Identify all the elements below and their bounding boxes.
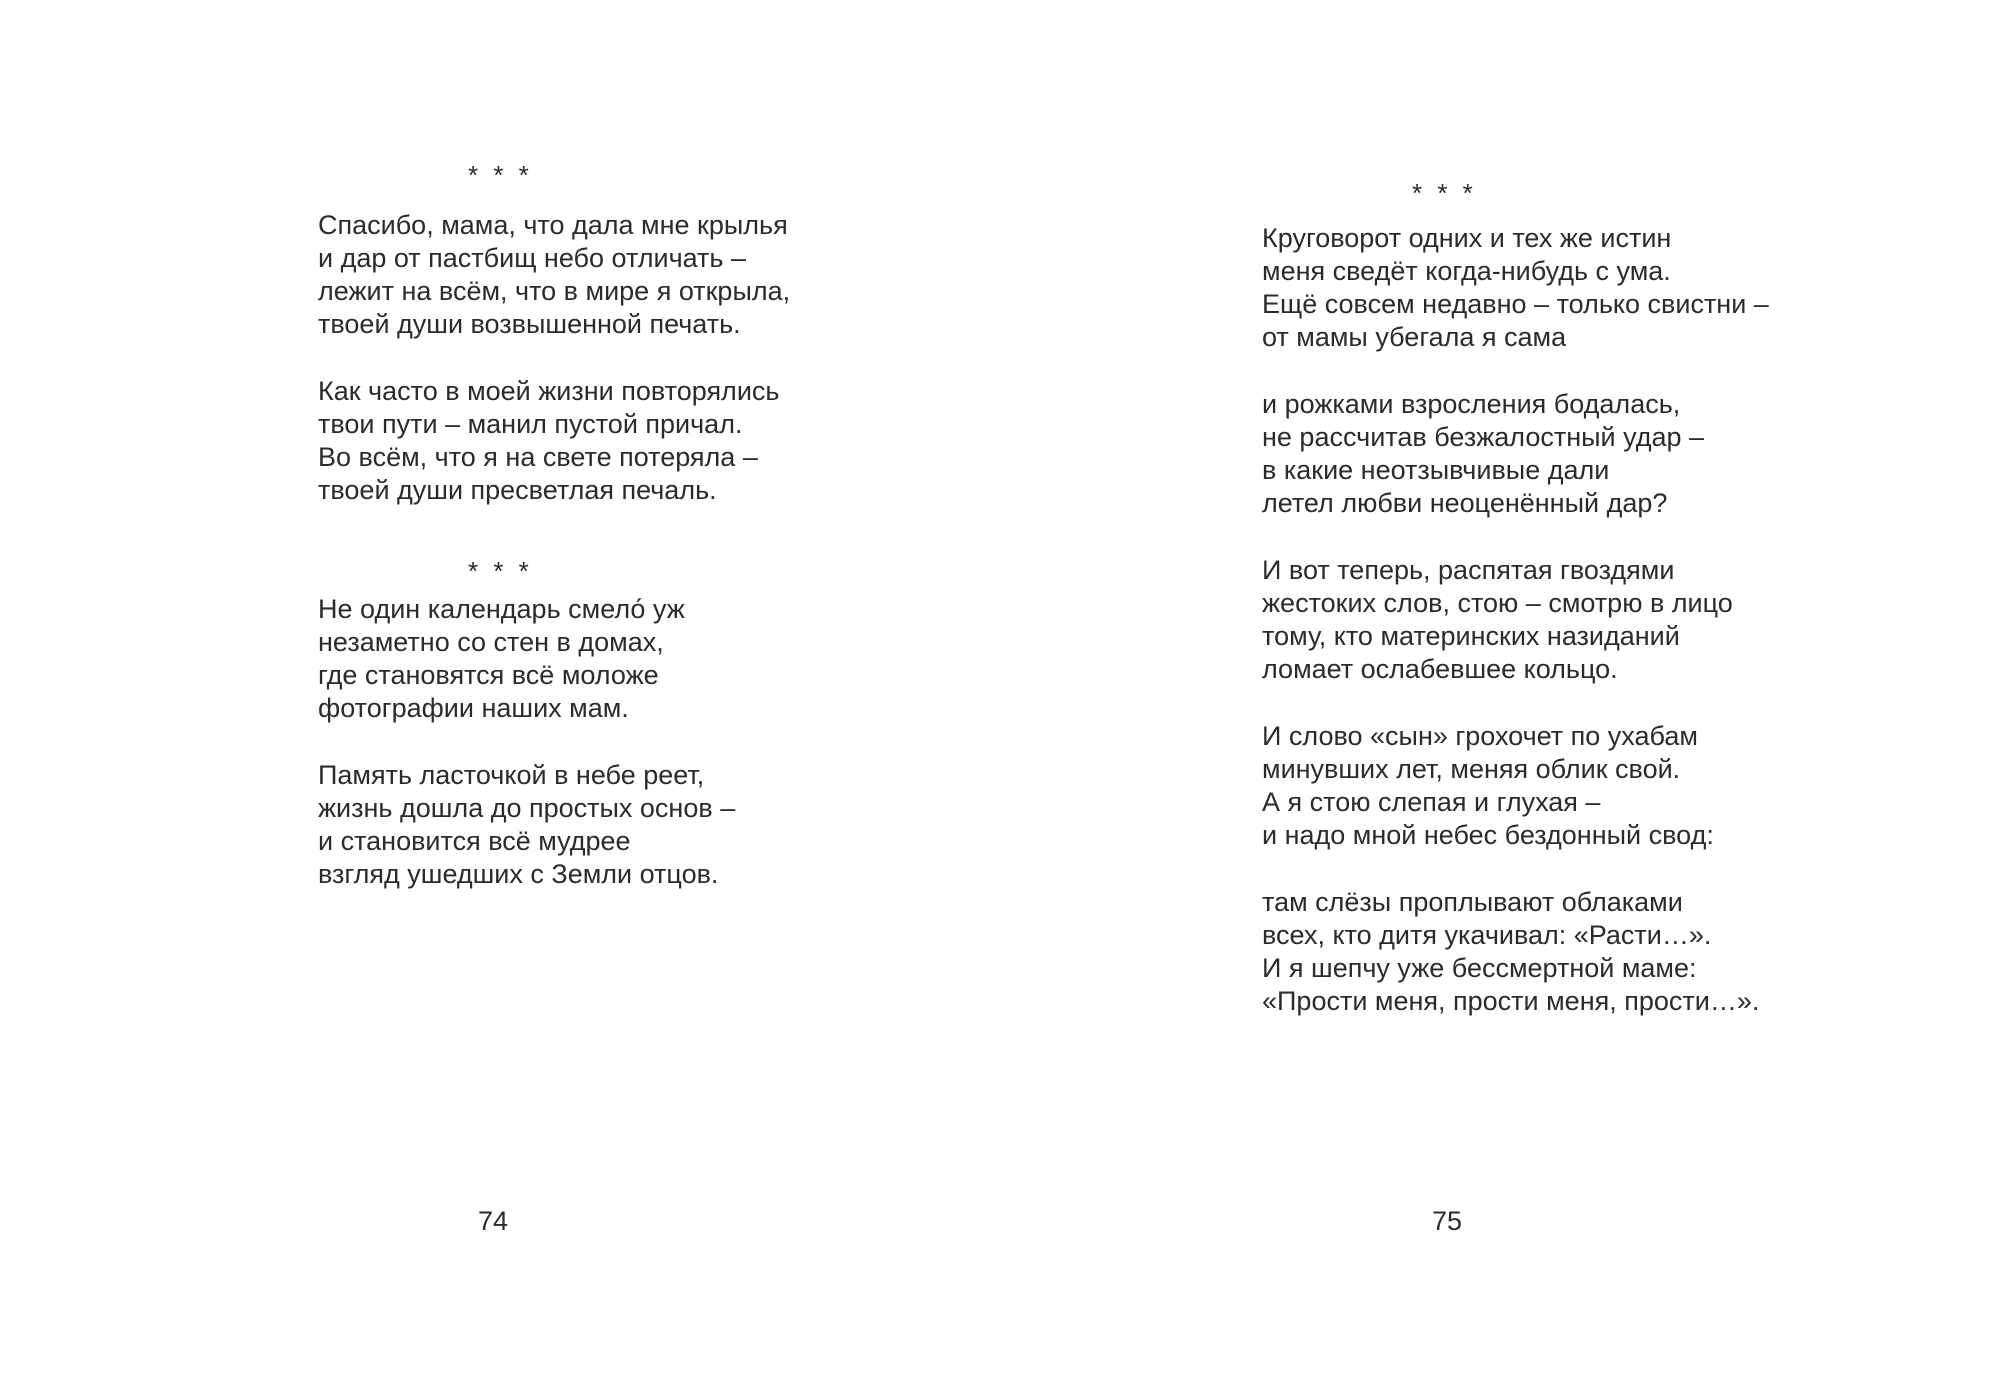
poem-line: Как часто в моей жизни повторялись bbox=[318, 376, 780, 406]
poem-line: в какие неотзывчивые дали bbox=[1262, 455, 1610, 485]
poem-line: взгляд ушедших с Земли отцов. bbox=[318, 859, 719, 889]
poem-line: А я стою слепая и глухая – bbox=[1262, 787, 1601, 817]
stanza bbox=[1262, 886, 1759, 1018]
stanza bbox=[318, 209, 790, 341]
poem-line: Ещё совсем недавно – только свистни – bbox=[1262, 289, 1769, 319]
poem-line: и становится всё мудрее bbox=[318, 826, 631, 856]
page-number: 74 bbox=[477, 1206, 509, 1236]
poem-line: твоей души возвышенной печать. bbox=[318, 309, 741, 339]
poem-line: Круговорот одних и тех же истин bbox=[1262, 223, 1672, 253]
poem-line: там слёзы проплывают облаками bbox=[1262, 887, 1683, 917]
stanza bbox=[1262, 222, 1769, 354]
page-left bbox=[318, 0, 878, 1386]
poem-line: где становятся всё моложе bbox=[318, 660, 659, 690]
poem-line: лежит на всём, что в мире я открыла, bbox=[318, 276, 791, 306]
poem-line: и надо мной небес бездонный свод: bbox=[1262, 820, 1714, 850]
poem-line: и дар от пастбищ небо отличать – bbox=[318, 243, 747, 273]
poem-line: И слово «сын» грохочет по ухабам bbox=[1262, 721, 1698, 751]
stanza bbox=[1262, 554, 1733, 686]
poem-line: незаметно со стен в домах, bbox=[318, 627, 664, 657]
poem-marker: * * * bbox=[468, 160, 533, 190]
poem-line: тому, кто материнских назиданий bbox=[1262, 621, 1680, 651]
stanza bbox=[318, 759, 735, 891]
poem-marker: * * * bbox=[1412, 178, 1477, 208]
poem-line: фотографии наших мам. bbox=[318, 693, 629, 723]
stanza bbox=[318, 375, 779, 507]
poem-line: твоей души пресветлая печаль. bbox=[318, 475, 717, 505]
poem-line: минувших лет, меняя облик свой. bbox=[1262, 754, 1681, 784]
poem-line: твои пути – манил пустой причал. bbox=[318, 409, 743, 439]
poem-line: жестоких слов, стою – смотрю в лицо bbox=[1262, 588, 1733, 618]
poem-line: не рассчитав безжалостный удар – bbox=[1262, 422, 1705, 452]
poem-line: меня сведёт когда-нибудь с ума. bbox=[1262, 256, 1671, 286]
poem-line: Во всём, что я на свете потеряла – bbox=[318, 442, 758, 472]
stanza bbox=[1262, 720, 1714, 852]
poem-line: ломает ослабевшее кольцо. bbox=[1262, 654, 1618, 684]
poem-line: И я шепчу уже бессмертной маме: bbox=[1262, 953, 1697, 983]
poem-line: и рожками взросления бодалась, bbox=[1262, 389, 1681, 419]
poem-line: жизнь дошла до простых основ – bbox=[318, 793, 736, 823]
stanza bbox=[1262, 388, 1704, 520]
poem-line: Спасибо, мама, что дала мне крылья bbox=[318, 210, 788, 240]
poem-line: Не один календарь смело́ уж bbox=[318, 594, 685, 624]
poem-line: от мамы убегала я сама bbox=[1262, 322, 1567, 352]
poem-line: Память ласточкой в небе реет, bbox=[318, 760, 705, 790]
page-number: 75 bbox=[1431, 1206, 1463, 1236]
poem-line: летел любви неоценённый дар? bbox=[1262, 488, 1668, 518]
poem-marker: * * * bbox=[468, 556, 533, 586]
stanza bbox=[318, 593, 685, 725]
poem-line: «Прости меня, прости меня, прости…». bbox=[1262, 986, 1760, 1016]
poem-line: И вот теперь, распятая гвоздями bbox=[1262, 555, 1675, 585]
poem-line: всех, кто дитя укачивал: «Расти…». bbox=[1262, 920, 1712, 950]
page-right bbox=[1262, 0, 1822, 1386]
